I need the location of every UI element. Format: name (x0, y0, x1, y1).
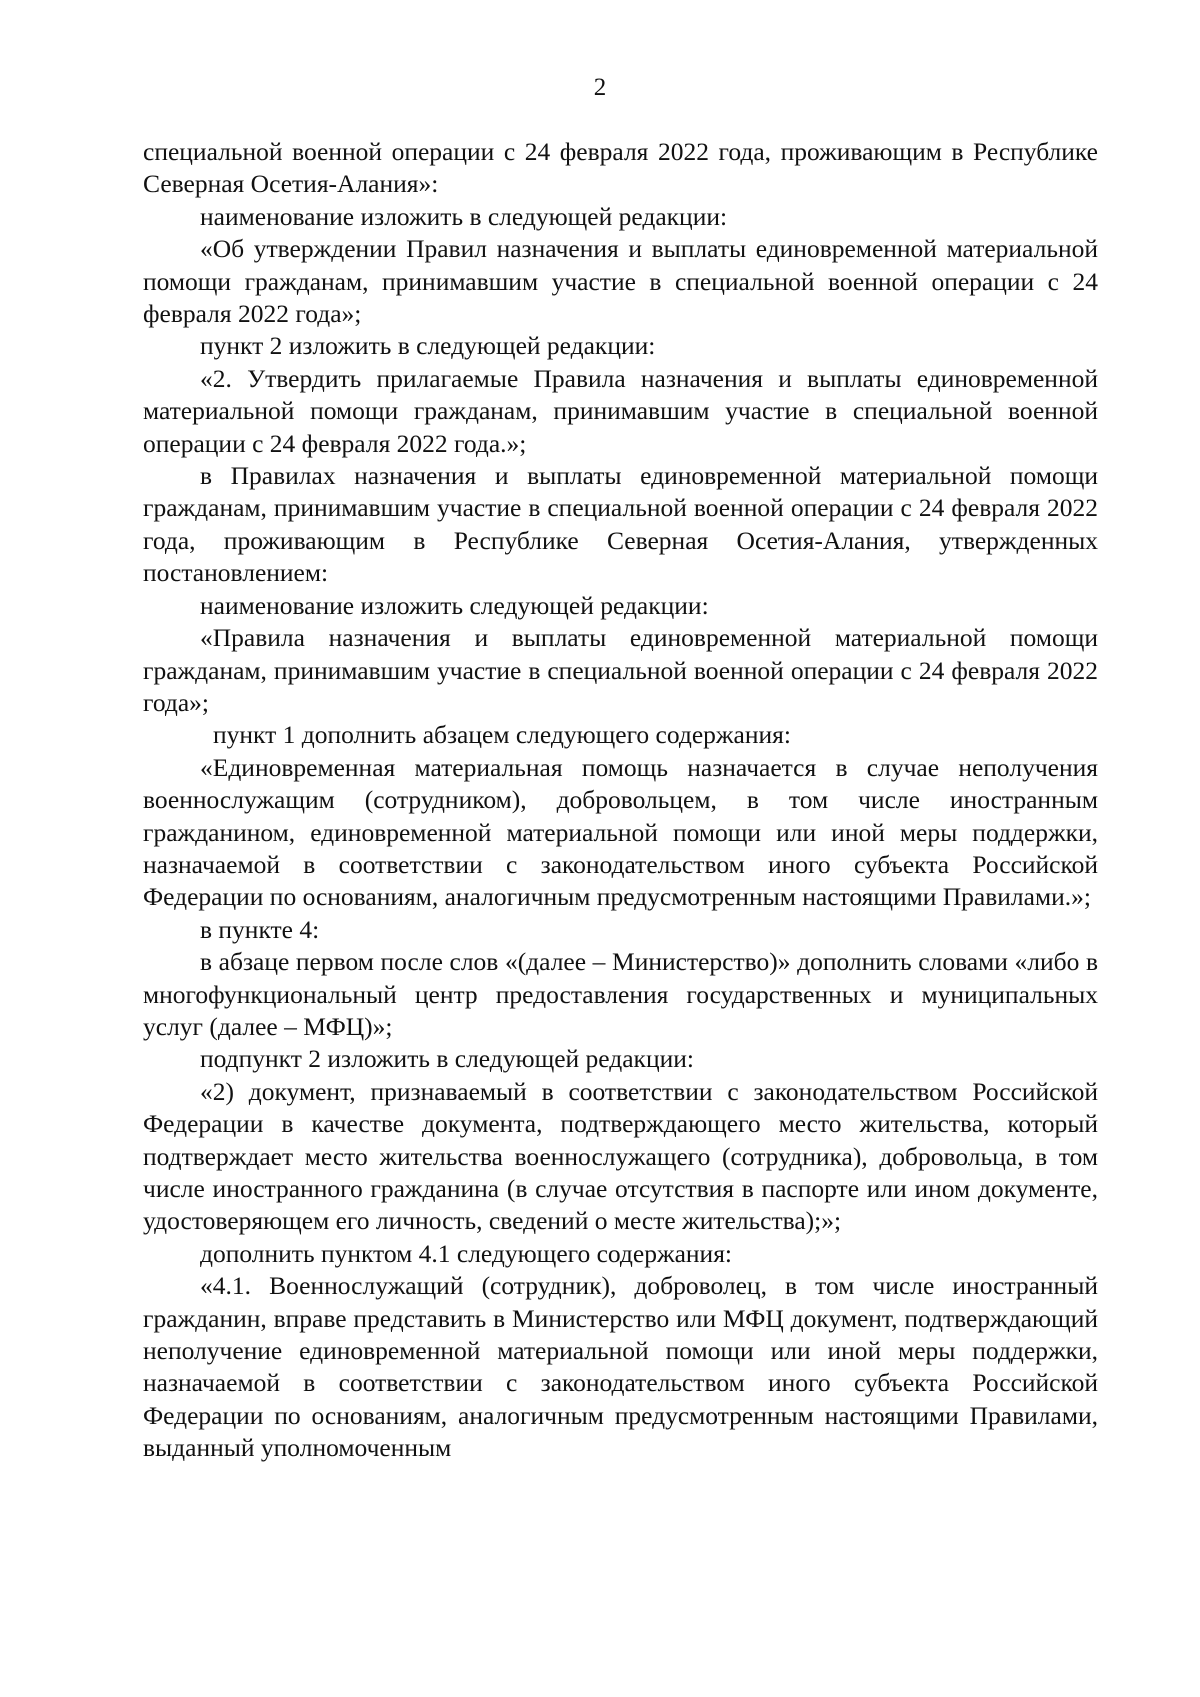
paragraph-item-4-1-text: «4.1. Военнослужащий (сотрудник), доброволец, в том числе иностранный гражданин, вправе представить в Министерство или МФЦ документ, подтверждающий неполучение единовременной материальной помощи или иной меры поддержки, назначаемой в соответствии с законодательством иного субъекта Российской Федерации по основаниям, аналогичным предусмотренным настоящими Правилами, выданный уполномоченным (143, 1271, 1098, 1463)
paragraph-item-2-text: «2. Утвердить прилагаемые Правила назначения и выплаты единовременной материальной помощи гражданам, принимавшим участие в специальной военной операции с 24 февраля 2022 года.»; (143, 363, 1098, 458)
document-body (143, 136, 1098, 1465)
paragraph-rules-amendments: в Правилах назначения и выплаты единовременной материальной помощи гражданам, принимавшим участие в специальной военной операции с 24 февраля 2022 года, проживающим в Республике Северная Осетия-Алания, утвержденных постановлением: (143, 461, 1098, 588)
paragraph-subitem-2-text: «2) документ, признаваемый в соответствии с законодательством Российской Федерации в качестве документа, подтверждающего место жительства, который подтверждает место жительства военнослужащего (сотрудника), добровольца, в том числе иностранного гражданина (в случае отсутствия в паспорте или ином документе, удостоверяющем его личность, сведений о месте жительства);»; (143, 1076, 1098, 1236)
paragraph-item-4-1-instruction: дополнить пунктом 4.1 следующего содержания: (200, 1238, 733, 1268)
paragraph-item-4-first-indent: в абзаце первом после слов «(далее – Министерство)» дополнить словами «либо в многофункциональный центр предоставления государственных и муниципальных услуг (далее – МФЦ)»; (143, 947, 1098, 1041)
paragraph-title-instruction: наименование изложить в следующей редакции: (200, 201, 728, 231)
page-number: 2 (593, 74, 607, 101)
paragraph-rules-title-instruction: наименование изложить следующей редакции: (200, 590, 709, 620)
paragraph-item-1-instruction: пункт 1 дополнить абзацем следующего содержания: (213, 720, 791, 750)
paragraph-continuation: специальной военной операции с 24 февраля 2022 года, проживающим в Республике Северная Осетия-Алания»: (143, 137, 1098, 199)
paragraph-subitem-2-instruction: подпункт 2 изложить в следующей редакции: (200, 1044, 694, 1074)
paragraph-item-1-text: «Единовременная материальная помощь назначается в случае неполучения военнослужащим (сотрудником), добровольцем, в том числе иностранным гражданином, единовременной материальной помощи или иной меры поддержки, назначаемой в соответствии с законодательством иного субъекта Российской Федерации по основаниям, аналогичным предусмотренным настоящими Правилами.»; (143, 752, 1098, 912)
paragraph-new-title: «Об утверждении Правил назначения и выплаты единовременной материальной помощи гражданам, принимавшим участие в специальной военной операции с 24 февраля 2022 года»; (143, 234, 1098, 329)
paragraph-item-4-heading: в пункте 4: (200, 914, 320, 944)
paragraph-rules-new-title: «Правила назначения и выплаты единовременной материальной помощи гражданам, принимавшим участие в специальной военной операции с 24 февраля 2022 года»; (143, 623, 1098, 717)
paragraph-item-2-instruction: пункт 2 изложить в следующей редакции: (200, 331, 656, 361)
